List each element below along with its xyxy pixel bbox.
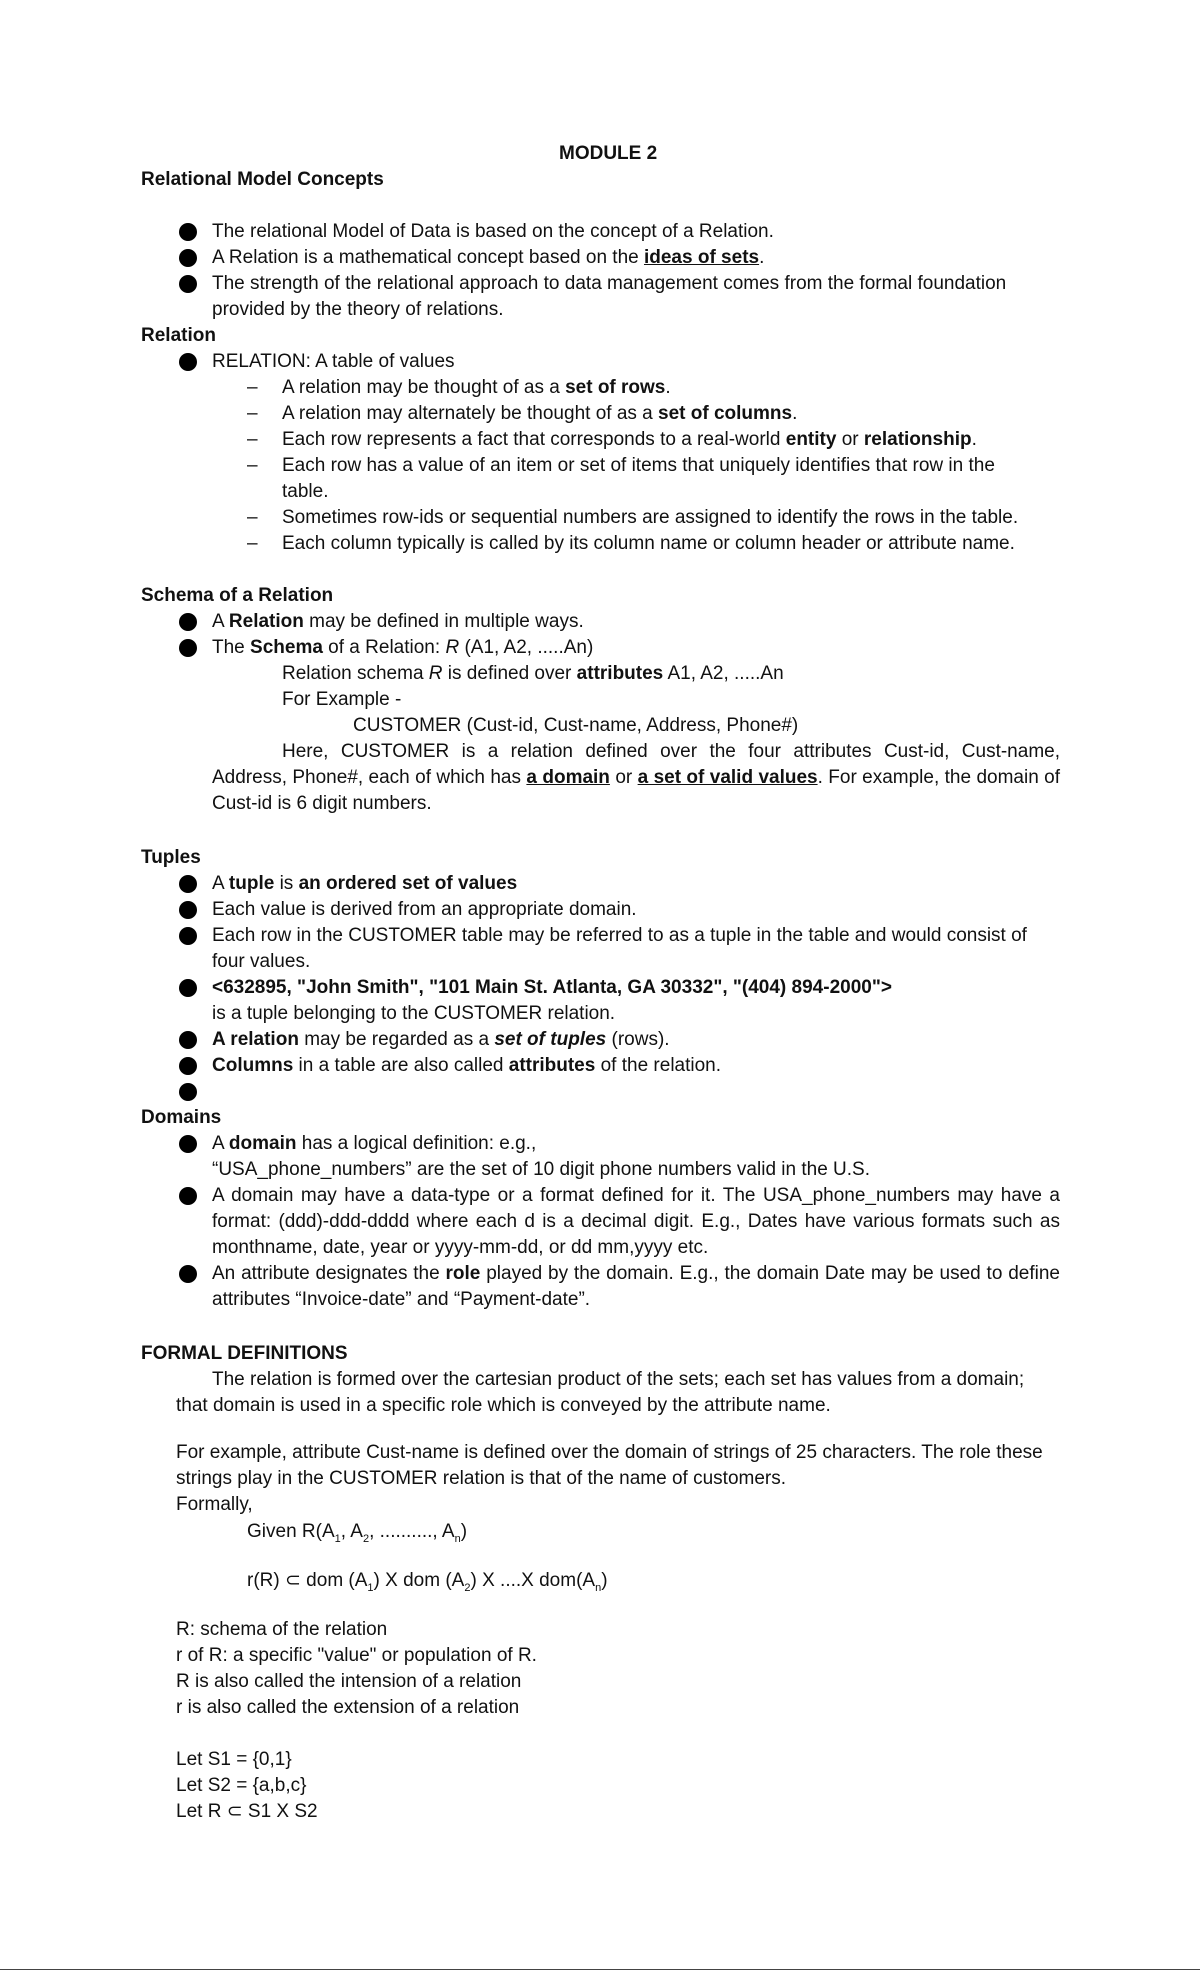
- bullet-icon: [179, 223, 197, 241]
- relation-bullet-1: RELATION: A table of values: [212, 351, 455, 372]
- dash-icon: –: [247, 455, 258, 476]
- bullet-icon: [179, 639, 197, 657]
- dash-icon: –: [247, 403, 258, 424]
- dash-icon: –: [247, 429, 258, 450]
- bullet-icon: [179, 1135, 197, 1153]
- schema-bullet-2: The Schema of a Relation: R (A1, A2, .....An): [212, 637, 594, 658]
- dash-icon: –: [247, 533, 258, 554]
- formal-def-1: R: schema of the relation: [176, 1619, 388, 1640]
- bullet-icon: [179, 1187, 197, 1205]
- bullet-icon: [179, 613, 197, 631]
- relation-dash-6: Each column typically is called by its column name or column header or attribute name.: [282, 533, 1015, 554]
- relation-dash-3: Each row represents a fact that corresponds to a real-world entity or relationship.: [282, 429, 977, 450]
- relation-dash-4-line-2: table.: [282, 481, 329, 502]
- section-heading-relational-model: Relational Model Concepts: [141, 169, 384, 190]
- tuples-bullet-3-line-1: Each row in the CUSTOMER table may be referred to as a tuple in the table and would consist of: [212, 925, 1027, 946]
- formal-def-4: r is also called the extension of a relation: [176, 1697, 520, 1718]
- section-heading-domains: Domains: [141, 1107, 222, 1128]
- intro-bullet-3-line-2: provided by the theory of relations.: [212, 299, 504, 320]
- schema-explanation-paragraph: Here, CUSTOMER is a relation defined over the four attributes Cust-id, Cust-name, Address, Phone#, each of which has a domain or a set of valid values. For example, the domain of Cust-id is 6 digit numbers.: [212, 741, 1061, 814]
- bullet-icon: [179, 275, 197, 293]
- formal-set-r: Let R ⊂ S1 X S2: [176, 1801, 318, 1822]
- relation-dash-2: A relation may alternately be thought of as a set of columns.: [282, 403, 798, 424]
- tuples-bullet-5: A relation may be regarded as a set of tuples (rows).: [212, 1029, 670, 1050]
- formal-given-expression: Given $R(A_1$, $A_2$, .........., $A_n$): [247, 1521, 468, 1545]
- tuples-bullet-1: A tuple is an ordered set of values: [212, 873, 518, 894]
- intro-bullet-2: A Relation is a mathematical concept based on the ideas of sets.: [212, 247, 765, 268]
- bullet-icon: [179, 979, 197, 997]
- intro-bullet-1: The relational Model of Data is based on the concept of a Relation.: [212, 221, 774, 242]
- tuples-example-note: is a tuple belonging to the CUSTOMER relation.: [212, 1003, 616, 1024]
- domains-bullet-1-line-2: “USA_phone_numbers” are the set of 10 digit phone numbers valid in the U.S.: [212, 1159, 870, 1180]
- domains-bullet-3: An attribute designates the role played by the domain. E.g., the domain Date may be used to define attributes “Invoice-date” and “Payment-date”.: [212, 1263, 1061, 1310]
- bullet-icon: [179, 1057, 197, 1075]
- page-title: MODULE 2: [559, 143, 658, 164]
- dash-icon: –: [247, 507, 258, 528]
- formal-set-s2: Let S2 = {a,b,c}: [176, 1775, 307, 1796]
- tuples-example-tuple: <632895, "John Smith", "101 Main St. Atlanta, GA 30332", "(404) 894-2000">: [212, 977, 892, 998]
- formal-paragraph-1: The relation is formed over the cartesian product of the sets; each set has values from a domain; that domain is used in a specific role which is conveyed by the attribute name.: [176, 1369, 1025, 1416]
- relation-dash-1: A relation may be thought of as a set of rows.: [282, 377, 671, 398]
- formal-relation-expression: r(R) ⊂ dom $(A_1)$ X dom $(A_2)$ X ....X $dom(A_n)$: [247, 1570, 608, 1594]
- bullet-icon: [179, 875, 197, 893]
- schema-example-label: For Example -: [282, 689, 402, 710]
- bullet-icon: [179, 353, 197, 371]
- dash-icon: –: [247, 377, 258, 398]
- section-heading-schema: Schema of a Relation: [141, 585, 334, 606]
- page-bottom-rule: [0, 1969, 1200, 1970]
- bullet-icon: [179, 1031, 197, 1049]
- tuples-bullet-2: Each value is derived from an appropriate domain.: [212, 899, 637, 920]
- domains-bullet-1: A domain has a logical definition: e.g.,: [212, 1133, 537, 1154]
- formal-def-3: R is also called the intension of a relation: [176, 1671, 522, 1692]
- section-heading-formal-definitions: FORMAL DEFINITIONS: [141, 1343, 348, 1364]
- relation-dash-4-line-1: Each row has a value of an item or set of items that uniquely identifies that row in the: [282, 455, 995, 476]
- relation-dash-5: Sometimes row-ids or sequential numbers are assigned to identify the rows in the table.: [282, 507, 1019, 528]
- schema-definition-line: Relation schema R is defined over attributes A1, A2, .....An: [282, 663, 784, 684]
- bullet-icon: [179, 1265, 197, 1283]
- formal-set-s1: Let S1 = {0,1}: [176, 1749, 292, 1770]
- tuples-bullet-6: Columns in a table are also called attributes of the relation.: [212, 1055, 722, 1076]
- schema-example-customer: CUSTOMER (Cust-id, Cust-name, Address, Phone#): [353, 715, 799, 736]
- tuples-bullet-3-line-2: four values.: [212, 951, 311, 972]
- intro-bullet-3-line-1: The strength of the relational approach to data management comes from the formal foundation: [212, 273, 1007, 294]
- domains-bullet-2: A domain may have a data-type or a format defined for it. The USA_phone_numbers may have a format: (ddd)-ddd-dddd where each d is a decimal digit. E.g., Dates have various formats such as monthname, date, year or yyyy-mm-dd, or dd mm,yyyy etc.: [212, 1185, 1060, 1258]
- formal-formally-label: Formally,: [176, 1494, 253, 1515]
- formal-paragraph-2: For example, attribute Cust-name is defined over the domain of strings of 25 characters. The role these strings play in the CUSTOMER relation is that of the name of customers.: [176, 1442, 1043, 1489]
- formal-def-2: r of R: a specific "value" or population of R.: [176, 1645, 537, 1666]
- schema-bullet-1: A Relation may be defined in multiple ways.: [212, 611, 584, 632]
- section-heading-tuples: Tuples: [141, 847, 201, 868]
- bullet-icon: [179, 249, 197, 267]
- bullet-icon: [179, 1083, 197, 1101]
- bullet-icon: [179, 901, 197, 919]
- section-heading-relation: Relation: [141, 325, 216, 346]
- bullet-icon: [179, 927, 197, 945]
